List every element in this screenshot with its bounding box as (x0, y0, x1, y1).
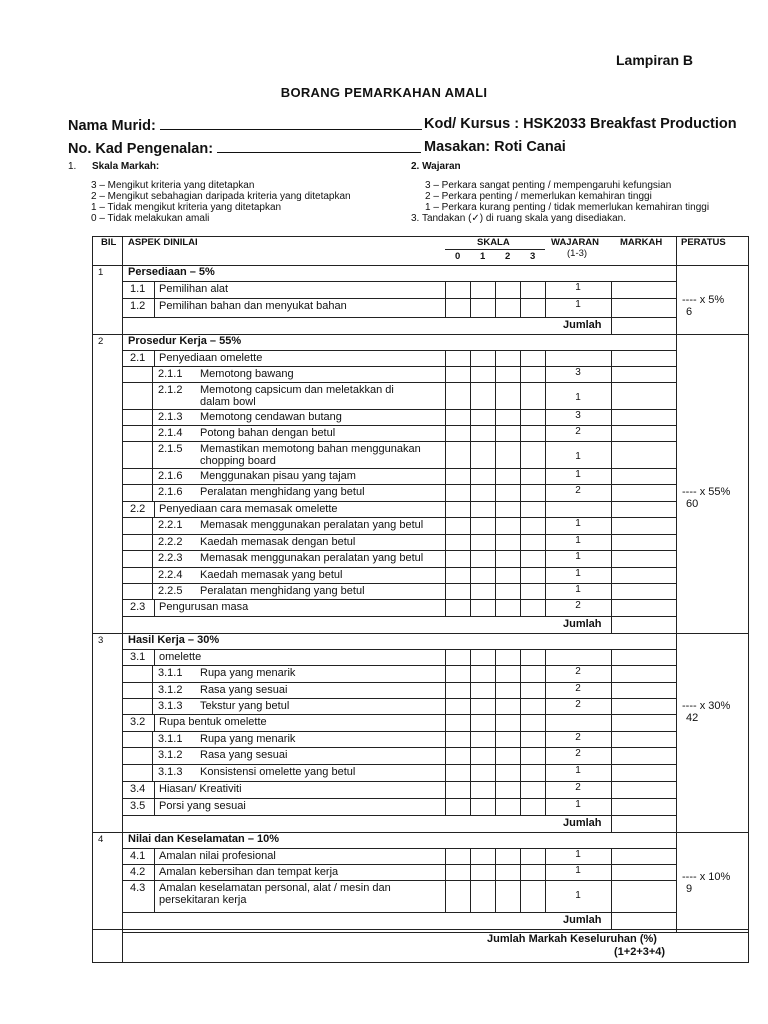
skala-0-cell[interactable] (446, 426, 470, 441)
col-skala-3: 3 (530, 251, 536, 262)
item-label: Konsistensi omelette yang betul (200, 766, 356, 778)
form-title: BORANG PEMARKAHAN AMALI (280, 85, 488, 100)
skala-3-cell[interactable] (521, 748, 545, 764)
skala-3-cell[interactable] (521, 282, 545, 298)
section-bil: 2 (98, 336, 104, 347)
item-code: 2.1.5 (158, 443, 183, 455)
item-code: 2.2.4 (158, 569, 183, 581)
item-code: 2.1.4 (158, 427, 183, 439)
wajaran-value: 1 (575, 568, 581, 579)
item-code: 2.2.5 (158, 585, 183, 597)
nama-murid-label: Nama Murid: (68, 118, 156, 134)
item-label: Rupa bentuk omelette (159, 716, 267, 728)
skala-3-cell[interactable] (521, 485, 545, 501)
peratus-formula: ---- x 10% (682, 871, 731, 883)
item-code: 4.3 (130, 882, 146, 894)
item-label: Pengurusan masa (159, 601, 249, 613)
skala-2-cell[interactable] (496, 799, 520, 815)
wajaran-value: 2 (575, 666, 581, 677)
item-label: Potong bahan dengan betul (200, 427, 336, 439)
col-markah: MARKAH (620, 237, 663, 248)
item-code: 2.1.6 (158, 470, 183, 482)
skala-0-cell[interactable] (446, 485, 470, 501)
skala-1-cell[interactable] (471, 748, 495, 764)
skala-1-cell[interactable] (471, 849, 495, 864)
item-label: Memasak menggunakan peralatan yang betul (200, 519, 424, 531)
wajaran-value: 1 (575, 865, 581, 876)
markah-cell[interactable] (612, 849, 676, 864)
item-code: 2.2 (130, 503, 146, 515)
wajaran-value: 1 (575, 299, 581, 310)
skala-1-cell[interactable] (471, 600, 495, 616)
item-label: Amalan keselamatan personal, alat / mesin dan (159, 882, 391, 894)
item-label: Pemilihan bahan dan menyukat bahan (159, 300, 347, 312)
markah-cell[interactable] (612, 715, 676, 731)
skala-0-cell[interactable] (446, 299, 470, 317)
skala-0-cell[interactable] (446, 518, 470, 534)
item-label: Kaedah memasak dengan betul (200, 536, 356, 548)
wajaran-value: 3 (575, 367, 581, 378)
skala-3-cell[interactable] (521, 442, 545, 468)
item-code: 2.2.3 (158, 552, 183, 564)
wajaran-item: 3 – Perkara sangat penting / mempengaruhi kefungsian (425, 180, 672, 191)
wajaran-title: 2. Wajaran (411, 161, 461, 172)
skala-1-cell[interactable] (471, 765, 495, 781)
item-code: 3.4 (130, 783, 146, 795)
wajaran-value: 3 (575, 410, 581, 421)
col-skala-2: 2 (505, 251, 511, 262)
skala-0-cell[interactable] (446, 410, 470, 425)
skala-0-cell[interactable] (446, 282, 470, 298)
item-label: Amalan kebersihan dan tempat kerja (159, 866, 339, 878)
section-title: Persediaan – 5% (128, 266, 215, 278)
peratus-formula: ---- x 55% (682, 486, 731, 498)
skala-0-cell[interactable] (446, 367, 470, 382)
item-label: Rupa yang menarik (200, 733, 296, 745)
skala-0-cell[interactable] (446, 502, 470, 517)
skala-2-cell[interactable] (496, 765, 520, 781)
skala-2-cell[interactable] (496, 518, 520, 534)
skala-1-cell[interactable] (471, 782, 495, 798)
wajaran-value: 1 (575, 890, 581, 901)
skala-number: 1. (68, 161, 77, 172)
skala-1-cell[interactable] (471, 442, 495, 468)
skala-3-cell[interactable] (521, 469, 545, 484)
item-label-cont: dalam bowl (200, 396, 256, 408)
skala-2-cell[interactable] (496, 426, 520, 441)
skala-2-cell[interactable] (496, 881, 520, 912)
skala-1-cell[interactable] (471, 584, 495, 599)
item-code: 3.1.2 (158, 684, 183, 696)
skala-1-cell[interactable] (471, 650, 495, 665)
skala-2-cell[interactable] (496, 282, 520, 298)
markah-cell[interactable] (612, 748, 676, 764)
markah-cell[interactable] (612, 442, 676, 468)
skala-0-cell[interactable] (446, 782, 470, 798)
skala-3-cell[interactable] (521, 367, 545, 382)
markah-cell[interactable] (612, 551, 676, 567)
jumlah-markah-cell[interactable] (612, 816, 676, 832)
item-label: Hiasan/ Kreativiti (159, 783, 242, 795)
total-formula: (1+2+3+4) (614, 946, 666, 958)
wajaran-item: 1 – Perkara kurang penting / tidak memerlukan kemahiran tinggi (425, 202, 710, 213)
peratus-formula: ---- x 30% (682, 700, 731, 712)
wajaran-value: 1 (575, 584, 581, 595)
item-code: 3.1.3 (158, 766, 183, 778)
item-label-cont: persekitaran kerja (159, 894, 247, 906)
wajaran-value: 2 (575, 732, 581, 743)
skala-2-cell[interactable] (496, 535, 520, 550)
markah-cell[interactable] (612, 699, 676, 714)
skala-1-cell[interactable] (471, 299, 495, 317)
wajaran-value: 1 (575, 518, 581, 529)
markah-cell[interactable] (612, 469, 676, 484)
skala-1-cell[interactable] (471, 799, 495, 815)
markah-cell[interactable] (612, 683, 676, 698)
skala-2-cell[interactable] (496, 865, 520, 880)
item-code: 2.2.1 (158, 519, 183, 531)
skala-2-cell[interactable] (496, 666, 520, 682)
item-label: Rasa yang sesuai (200, 684, 288, 696)
skala-0-cell[interactable] (446, 865, 470, 880)
jumlah-label: Jumlah (563, 618, 602, 630)
skala-2-cell[interactable] (496, 748, 520, 764)
item-label: Memotong capsicum dan meletakkan di (200, 384, 394, 396)
skala-1-cell[interactable] (471, 568, 495, 583)
skala-2-cell[interactable] (496, 299, 520, 317)
item-code: 3.1.3 (158, 700, 183, 712)
skala-item: 3 – Mengikut kriteria yang ditetapkan (91, 180, 255, 191)
item-code: 3.1.2 (158, 749, 183, 761)
item-label: Porsi yang sesuai (159, 800, 246, 812)
skala-0-cell[interactable] (446, 666, 470, 682)
wajaran-value: 1 (575, 849, 581, 860)
skala-0-cell[interactable] (446, 568, 470, 583)
markah-cell[interactable] (612, 600, 676, 616)
item-code: 2.3 (130, 601, 146, 613)
item-code: 2.1.3 (158, 411, 183, 423)
skala-0-cell[interactable] (446, 351, 470, 366)
markah-cell[interactable] (612, 383, 676, 409)
col-peratus: PERATUS (681, 237, 726, 248)
item-code: 4.1 (130, 850, 146, 862)
skala-2-cell[interactable] (496, 849, 520, 864)
markah-cell[interactable] (612, 650, 676, 665)
item-label: Memastikan memotong bahan menggunakan (200, 443, 421, 455)
skala-0-cell[interactable] (446, 442, 470, 468)
skala-0-cell[interactable] (446, 849, 470, 864)
markah-cell[interactable] (612, 782, 676, 798)
skala-3-cell[interactable] (521, 518, 545, 534)
skala-2-cell[interactable] (496, 715, 520, 731)
item-code: 4.2 (130, 866, 146, 878)
skala-2-cell[interactable] (496, 442, 520, 468)
col-bil: BIL (101, 237, 117, 248)
skala-2-cell[interactable] (496, 551, 520, 567)
skala-1-cell[interactable] (471, 865, 495, 880)
skala-3-cell[interactable] (521, 584, 545, 599)
section-bil: 1 (98, 267, 104, 278)
item-label-cont: chopping board (200, 455, 276, 467)
skala-2-cell[interactable] (496, 584, 520, 599)
skala-2-cell[interactable] (496, 782, 520, 798)
markah-cell[interactable] (612, 367, 676, 382)
peratus-max: 9 (686, 883, 693, 895)
jumlah-label: Jumlah (563, 319, 602, 331)
item-label: Pemilihan alat (159, 283, 229, 295)
skala-1-cell[interactable] (471, 518, 495, 534)
skala-1-cell[interactable] (471, 485, 495, 501)
skala-3-cell[interactable] (521, 383, 545, 409)
skala-0-cell[interactable] (446, 732, 470, 747)
skala-3-cell[interactable] (521, 426, 545, 441)
item-label: Amalan nilai profesional (159, 850, 276, 862)
skala-3-cell[interactable] (521, 535, 545, 550)
skala-2-cell[interactable] (496, 485, 520, 501)
skala-3-cell[interactable] (521, 568, 545, 583)
col-wajaran: WAJARAN (551, 237, 600, 248)
item-code: 1.1 (130, 283, 146, 295)
wajaran-value: 1 (575, 799, 581, 810)
peratus-formula: ---- x 5% (682, 294, 725, 306)
markah-cell[interactable] (612, 299, 676, 317)
skala-3-cell[interactable] (521, 849, 545, 864)
skala-0-cell[interactable] (446, 584, 470, 599)
col-skala-1: 1 (480, 251, 486, 262)
no-kad-label: No. Kad Pengenalan: (68, 141, 214, 157)
skala-0-cell[interactable] (446, 535, 470, 550)
skala-2-cell[interactable] (496, 469, 520, 484)
skala-1-cell[interactable] (471, 351, 495, 366)
jumlah-markah-cell[interactable] (612, 617, 676, 633)
skala-2-cell[interactable] (496, 600, 520, 616)
skala-1-cell[interactable] (471, 282, 495, 298)
item-label: Peralatan menghidang yang betul (200, 585, 365, 597)
total-label: Jumlah Markah Keseluruhan (%) (487, 933, 657, 945)
markah-cell[interactable] (612, 666, 676, 682)
skala-3-cell[interactable] (521, 782, 545, 798)
markah-cell[interactable] (612, 584, 676, 599)
skala-0-cell[interactable] (446, 715, 470, 731)
skala-2-cell[interactable] (496, 650, 520, 665)
wajaran-value: 2 (575, 699, 581, 710)
skala-3-cell[interactable] (521, 765, 545, 781)
col-aspek: ASPEK DINILAI (128, 237, 198, 248)
item-code: 3.1.1 (158, 667, 183, 679)
skala-0-cell[interactable] (446, 748, 470, 764)
skala-1-cell[interactable] (471, 881, 495, 912)
skala-2-cell[interactable] (496, 732, 520, 747)
skala-2-cell[interactable] (496, 699, 520, 714)
skala-3-cell[interactable] (521, 799, 545, 815)
wajaran-value: 2 (575, 782, 581, 793)
skala-2-cell[interactable] (496, 683, 520, 698)
skala-3-cell[interactable] (521, 410, 545, 425)
skala-3-cell[interactable] (521, 715, 545, 731)
wajaran-value: 1 (575, 535, 581, 546)
item-label: Memotong bawang (200, 368, 294, 380)
skala-2-cell[interactable] (496, 383, 520, 409)
wajaran-value: 1 (575, 392, 581, 403)
item-label: Memotong cendawan butang (200, 411, 342, 423)
wajaran-value: 1 (575, 451, 581, 462)
markah-cell[interactable] (612, 765, 676, 781)
skala-2-cell[interactable] (496, 502, 520, 517)
wajaran-value: 2 (575, 485, 581, 496)
skala-3-cell[interactable] (521, 299, 545, 317)
item-label: Penyediaan cara memasak omelette (159, 503, 338, 515)
item-label: Kaedah memasak yang betul (200, 569, 343, 581)
wajaran-item: 2 – Perkara penting / memerlukan kemahiran tinggi (425, 191, 652, 202)
tandakan-note: 3. Tandakan (✓) di ruang skala yang disediakan. (411, 213, 626, 224)
skala-1-cell[interactable] (471, 469, 495, 484)
peratus-max: 60 (686, 498, 699, 510)
wajaran-value: 1 (575, 282, 581, 293)
peratus-max: 6 (686, 306, 693, 318)
item-code: 1.2 (130, 300, 146, 312)
section-title: Hasil Kerja – 30% (128, 634, 220, 646)
skala-1-cell[interactable] (471, 551, 495, 567)
markah-cell[interactable] (612, 282, 676, 298)
markah-cell[interactable] (612, 410, 676, 425)
item-label: Peralatan menghidang yang betul (200, 486, 365, 498)
item-code: 3.2 (130, 716, 146, 728)
jumlah-label: Jumlah (563, 914, 602, 926)
skala-1-cell[interactable] (471, 367, 495, 382)
skala-1-cell[interactable] (471, 699, 495, 714)
markah-cell[interactable] (612, 351, 676, 366)
skala-0-cell[interactable] (446, 799, 470, 815)
skala-0-cell[interactable] (446, 469, 470, 484)
skala-3-cell[interactable] (521, 551, 545, 567)
skala-3-cell[interactable] (521, 666, 545, 682)
item-label: Menggunakan pisau yang tajam (200, 470, 356, 482)
skala-1-cell[interactable] (471, 502, 495, 517)
markah-cell[interactable] (612, 732, 676, 747)
skala-1-cell[interactable] (471, 410, 495, 425)
col-skala: SKALA (477, 237, 510, 248)
skala-1-cell[interactable] (471, 535, 495, 550)
item-label: Memasak menggunakan peralatan yang betul (200, 552, 424, 564)
kod-kursus: Kod/ Kursus : HSK2033 Breakfast Production (424, 116, 737, 132)
item-code: 3.1 (130, 651, 146, 663)
markah-cell[interactable] (612, 518, 676, 534)
wajaran-value: 1 (575, 551, 581, 562)
wajaran-value: 1 (575, 469, 581, 480)
skala-1-cell[interactable] (471, 383, 495, 409)
section-bil: 3 (98, 635, 104, 646)
section-bil: 4 (98, 834, 104, 845)
jumlah-markah-cell[interactable] (612, 318, 676, 334)
skala-3-cell[interactable] (521, 699, 545, 714)
skala-0-cell[interactable] (446, 600, 470, 616)
section-title: Nilai dan Keselamatan – 10% (128, 833, 280, 845)
skala-2-cell[interactable] (496, 568, 520, 583)
item-label: Rasa yang sesuai (200, 749, 288, 761)
markah-cell[interactable] (612, 568, 676, 583)
skala-2-cell[interactable] (496, 410, 520, 425)
wajaran-value: 2 (575, 426, 581, 437)
skala-3-cell[interactable] (521, 502, 545, 517)
skala-title: Skala Markah: (92, 161, 160, 172)
section-title: Prosedur Kerja – 55% (128, 335, 242, 347)
item-code: 2.2.2 (158, 536, 183, 548)
jumlah-markah-cell[interactable] (612, 913, 676, 929)
wajaran-value: 1 (575, 765, 581, 776)
markah-cell[interactable] (612, 502, 676, 517)
skala-1-cell[interactable] (471, 426, 495, 441)
jumlah-label: Jumlah (563, 817, 602, 829)
skala-3-cell[interactable] (521, 600, 545, 616)
markah-cell[interactable] (612, 865, 676, 880)
lampiran-label: Lampiran B (616, 52, 694, 68)
item-label: Rupa yang menarik (200, 667, 296, 679)
skala-3-cell[interactable] (521, 351, 545, 366)
skala-0-cell[interactable] (446, 551, 470, 567)
item-code: 2.1.2 (158, 384, 183, 396)
item-code: 3.5 (130, 800, 146, 812)
skala-3-cell[interactable] (521, 732, 545, 747)
skala-0-cell[interactable] (446, 683, 470, 698)
skala-3-cell[interactable] (521, 881, 545, 912)
item-label: omelette (159, 651, 202, 663)
skala-1-cell[interactable] (471, 715, 495, 731)
item-label: Tekstur yang betul (200, 700, 290, 712)
skala-0-cell[interactable] (446, 650, 470, 665)
skala-3-cell[interactable] (521, 650, 545, 665)
peratus-max: 42 (686, 712, 699, 724)
item-code: 2.1 (130, 352, 146, 364)
skala-0-cell[interactable] (446, 765, 470, 781)
skala-1-cell[interactable] (471, 666, 495, 682)
item-code: 2.1.6 (158, 486, 183, 498)
markah-cell[interactable] (612, 881, 676, 912)
item-code: 2.1.1 (158, 368, 183, 380)
masakan: Masakan: Roti Canai (424, 139, 566, 155)
skala-0-cell[interactable] (446, 881, 470, 912)
markah-cell[interactable] (612, 799, 676, 815)
markah-cell[interactable] (612, 485, 676, 501)
markah-cell[interactable] (612, 426, 676, 441)
skala-0-cell[interactable] (446, 383, 470, 409)
wajaran-value: 2 (575, 600, 581, 611)
col-wajaran-range: (1-3) (567, 248, 588, 259)
skala-item: 0 – Tidak melakukan amali (91, 213, 210, 224)
skala-3-cell[interactable] (521, 683, 545, 698)
skala-0-cell[interactable] (446, 699, 470, 714)
skala-3-cell[interactable] (521, 865, 545, 880)
wajaran-value: 2 (575, 683, 581, 694)
item-label: Penyediaan omelette (159, 352, 263, 364)
skala-1-cell[interactable] (471, 732, 495, 747)
skala-2-cell[interactable] (496, 351, 520, 366)
wajaran-value: 2 (575, 748, 581, 759)
skala-item: 2 – Mengikut sebahagian daripada kriteria yang ditetapkan (91, 191, 351, 202)
item-code: 3.1.1 (158, 733, 183, 745)
skala-2-cell[interactable] (496, 367, 520, 382)
skala-1-cell[interactable] (471, 683, 495, 698)
skala-item: 1 – Tidak mengikut kriteria yang ditetapkan (91, 202, 282, 213)
col-skala-0: 0 (455, 251, 461, 262)
markah-cell[interactable] (612, 535, 676, 550)
